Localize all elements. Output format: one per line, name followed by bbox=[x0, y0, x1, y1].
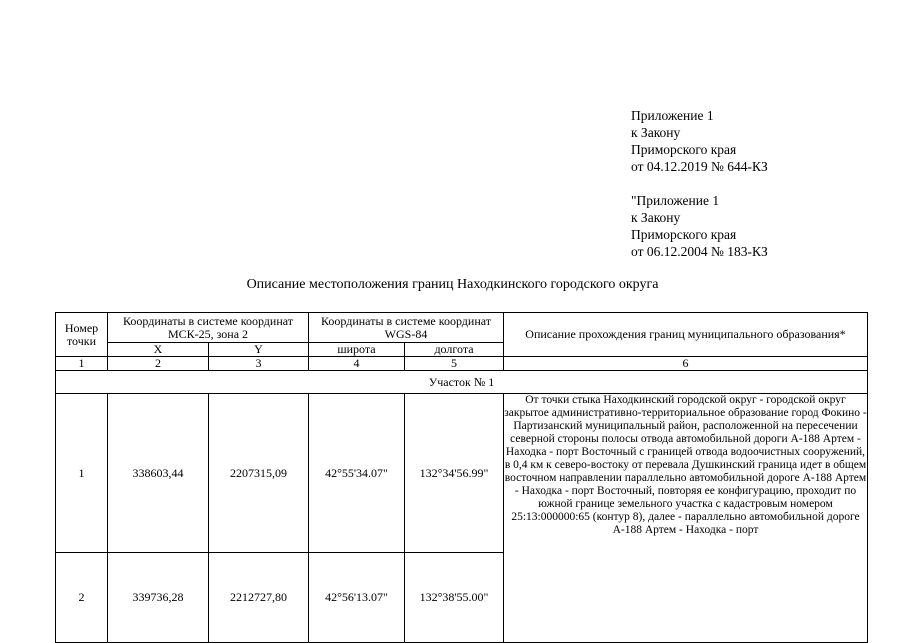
point-number: 2 bbox=[56, 553, 108, 643]
point-number: 1 bbox=[56, 394, 108, 553]
column-number: 5 bbox=[405, 357, 504, 371]
header-latitude: широта bbox=[309, 343, 405, 357]
appendix-line: Приложение 1 bbox=[631, 108, 714, 123]
column-number: 6 bbox=[504, 357, 868, 371]
longitude: 132°38'55.00" bbox=[405, 553, 504, 643]
column-number: 1 bbox=[56, 357, 108, 371]
appendix-line: к Закону bbox=[631, 125, 681, 140]
header-wgs84-coordinates: Координаты в системе координат WGS-84 bbox=[309, 313, 504, 343]
document-title: Описание местоположения границ Находкинского городского округа bbox=[246, 277, 659, 292]
boundary-description-cell bbox=[504, 394, 868, 643]
column-number: 3 bbox=[209, 357, 309, 371]
longitude: 132°34'56.99" bbox=[405, 394, 504, 553]
header-boundary-description: Описание прохождения границ муниципального образования* bbox=[504, 313, 868, 357]
latitude: 42°56'13.07" bbox=[309, 553, 405, 643]
table-row bbox=[56, 394, 868, 553]
header-y: Y bbox=[209, 343, 309, 357]
appendix-line: "Приложение 1 bbox=[631, 193, 720, 208]
appendix-original-reference bbox=[631, 192, 768, 260]
appendix-line: от 04.12.2019 № 644-КЗ bbox=[631, 159, 768, 174]
coord-x: 338603,44 bbox=[108, 394, 209, 553]
boundary-description-text: От точки стыка Находкинский городской округ - городской округ закрытое административно-территориальное образование город Фокино - Партизанский муниципальный район, расположенной на пересечении северной стороны полосы отвода автомобильной дороги А-188 Артем - Находка - порт Восточный с границей отвода водоочистных сооружений, в 0,4 км к северо-востоку от перевала Душкинский граница идет в общем восточном направлении параллельно автомобильной дороге А-188 Артем - Находка - порт Восточный, повторяя ее конфигурацию, проходит по южной границе земельного участка с кадастровым номером 25:13:000000:65 (контур 8), далее - параллельно автомобильной дороге А-188 Артем - Находка - порт bbox=[504, 394, 867, 536]
header-msk25-coordinates: Координаты в системе координат МСК-25, зона 2 bbox=[108, 313, 309, 343]
appendix-line: Приморского края bbox=[631, 227, 737, 242]
coord-x: 339736,28 bbox=[108, 553, 209, 643]
column-number: 4 bbox=[309, 357, 405, 371]
section-heading: Участок № 1 bbox=[56, 371, 868, 394]
coord-y: 2207315,09 bbox=[209, 394, 309, 553]
latitude: 42°55'34.07" bbox=[309, 394, 405, 553]
boundary-coordinates-table bbox=[55, 312, 868, 643]
column-number: 2 bbox=[108, 357, 209, 371]
header-point-number: Номер точки bbox=[56, 313, 108, 357]
appendix-line: к Закону bbox=[631, 210, 681, 225]
appendix-current-reference bbox=[631, 107, 768, 175]
appendix-line: Приморского края bbox=[631, 142, 737, 157]
coord-y: 2212727,80 bbox=[209, 553, 309, 643]
header-x: X bbox=[108, 343, 209, 357]
appendix-line: от 06.12.2004 № 183-КЗ bbox=[631, 244, 768, 259]
header-longitude: долгота bbox=[405, 343, 504, 357]
